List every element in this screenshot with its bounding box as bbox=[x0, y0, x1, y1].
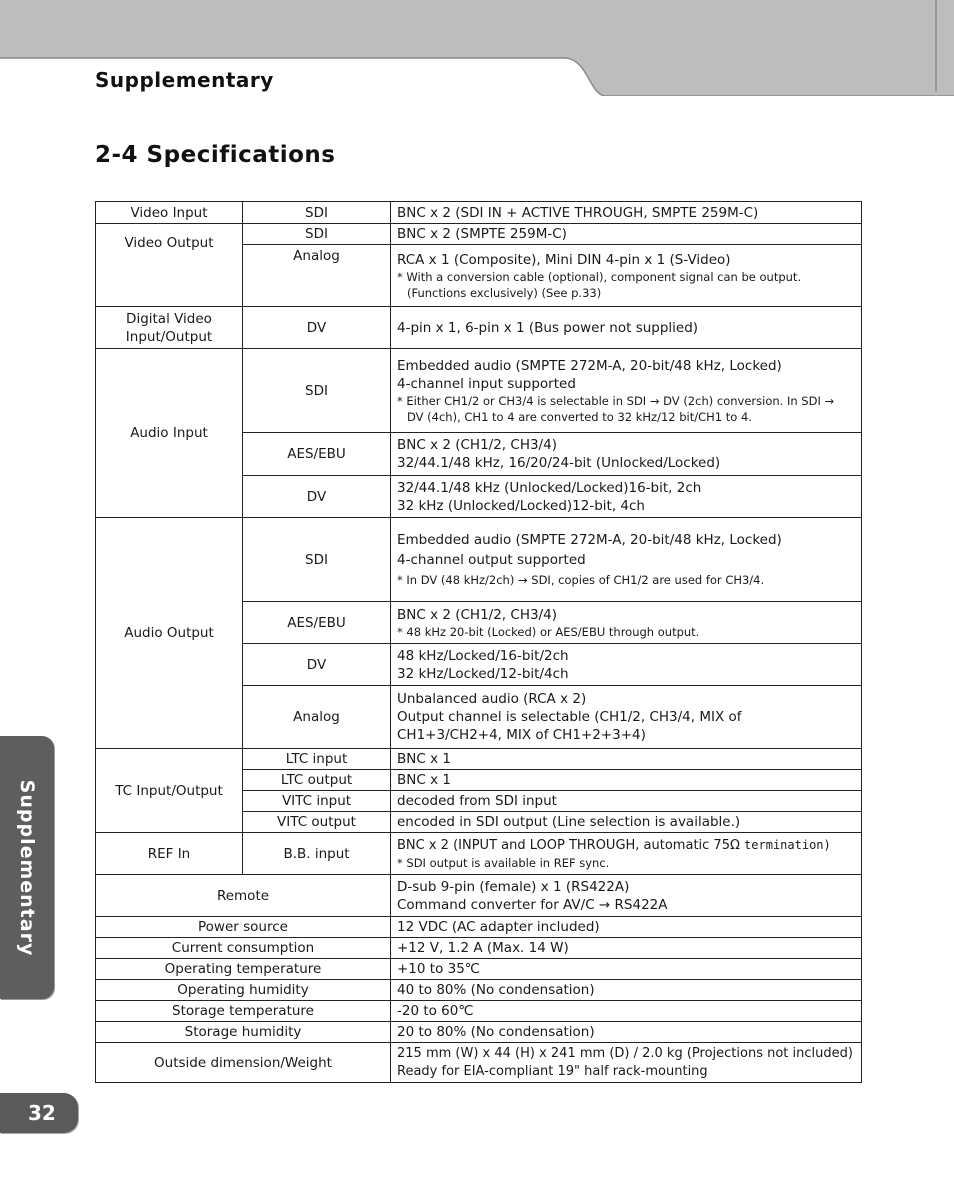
value-line: 215 mm (W) x 44 (H) x 241 mm (D) / 2.0 kg (Projections not included) bbox=[397, 1045, 853, 1061]
row-label: Current consumption bbox=[96, 938, 391, 959]
value-line: 32 kHz (Unlocked/Locked)12-bit, 4ch bbox=[397, 497, 645, 514]
table-row bbox=[96, 349, 862, 433]
row-sublabel: SDI bbox=[243, 349, 391, 433]
table-row bbox=[96, 1043, 862, 1083]
value-note: * SDI output is available in REF sync. bbox=[397, 856, 610, 870]
row-sublabel: DV bbox=[243, 476, 391, 518]
row-label: Video Output bbox=[96, 224, 243, 307]
row-value bbox=[391, 875, 862, 917]
row-value: -20 to 60℃ bbox=[391, 1001, 862, 1022]
row-value: 4-pin x 1, 6-pin x 1 (Bus power not supplied) bbox=[391, 307, 862, 349]
value-line: Embedded audio (SMPTE 272M-A, 20-bit/48 kHz, Locked) bbox=[397, 532, 782, 548]
row-value: BNC x 2 (SDI IN + ACTIVE THROUGH, SMPTE 259M-C) bbox=[391, 202, 862, 224]
table-row bbox=[96, 307, 862, 349]
value-line: Command converter for AV/C → RS422A bbox=[397, 896, 668, 913]
row-value: 40 to 80% (No condensation) bbox=[391, 980, 862, 1001]
table-row bbox=[96, 917, 862, 938]
row-sublabel: B.B. input bbox=[243, 833, 391, 875]
row-value bbox=[391, 518, 862, 602]
row-value: +12 V, 1.2 A (Max. 14 W) bbox=[391, 938, 862, 959]
row-sublabel: VITC output bbox=[243, 812, 391, 833]
row-value bbox=[391, 433, 862, 476]
value-line: 4-channel output supported bbox=[397, 552, 586, 568]
row-value bbox=[391, 833, 862, 875]
row-sublabel: DV bbox=[243, 307, 391, 349]
table-row bbox=[96, 224, 862, 245]
row-sublabel: AES/EBU bbox=[243, 602, 391, 644]
row-label: Audio Output bbox=[96, 518, 243, 749]
row-value: decoded from SDI input bbox=[391, 791, 862, 812]
value-note: DV (4ch), CH1 to 4 are converted to 32 kHz/12 bit/CH1 to 4. bbox=[407, 409, 752, 424]
table-row bbox=[96, 1001, 862, 1022]
table-row bbox=[96, 749, 862, 770]
row-sublabel: SDI bbox=[243, 224, 391, 245]
row-sublabel: SDI bbox=[243, 202, 391, 224]
value-line: 32 kHz/Locked/12-bit/4ch bbox=[397, 665, 569, 682]
row-value bbox=[391, 349, 862, 433]
table-row bbox=[96, 938, 862, 959]
table-row bbox=[96, 959, 862, 980]
value-line: Ready for EIA-compliant 19" half rack-mounting bbox=[397, 1063, 708, 1079]
row-value: encoded in SDI output (Line selection is available.) bbox=[391, 812, 862, 833]
row-label: Video Input bbox=[96, 202, 243, 224]
label-line: Input/Output bbox=[125, 328, 213, 345]
table-row bbox=[96, 202, 862, 224]
value-text: termination) bbox=[744, 838, 831, 852]
row-label: Operating temperature bbox=[96, 959, 391, 980]
row-label: Audio Input bbox=[96, 349, 243, 518]
row-label: Storage humidity bbox=[96, 1022, 391, 1043]
row-label bbox=[96, 307, 243, 349]
value-line: D-sub 9-pin (female) x 1 (RS422A) bbox=[397, 878, 630, 895]
value-line: BNC x 2 (CH1/2, CH3/4) bbox=[397, 606, 557, 623]
section-header: Supplementary bbox=[95, 68, 274, 92]
value-line bbox=[397, 836, 855, 855]
page-title: 2-4 Specifications bbox=[95, 142, 336, 168]
row-value bbox=[391, 686, 862, 749]
value-line: 48 kHz/Locked/16-bit/2ch bbox=[397, 647, 569, 664]
value-note: * 48 kHz 20-bit (Locked) or AES/EBU through output. bbox=[397, 624, 700, 639]
side-tab-label: Supplementary bbox=[16, 779, 38, 957]
value-note: * With a conversion cable (optional), component signal can be output. bbox=[397, 269, 802, 284]
row-sublabel: LTC output bbox=[243, 770, 391, 791]
row-sublabel: VITC input bbox=[243, 791, 391, 812]
row-value: +10 to 35℃ bbox=[391, 959, 862, 980]
row-label: Power source bbox=[96, 917, 391, 938]
row-label: Storage temperature bbox=[96, 1001, 391, 1022]
row-sublabel: SDI bbox=[243, 518, 391, 602]
row-value: BNC x 1 bbox=[391, 749, 862, 770]
row-label: REF In bbox=[96, 833, 243, 875]
row-label: Remote bbox=[96, 875, 391, 917]
value-text: BNC x 2 (INPUT and LOOP THROUGH, automatic 75Ω bbox=[397, 838, 745, 853]
table-row bbox=[96, 875, 862, 917]
row-sublabel: Analog bbox=[243, 245, 391, 307]
row-value: 20 to 80% (No condensation) bbox=[391, 1022, 862, 1043]
value-line: Output channel is selectable (CH1/2, CH3/4, MIX of bbox=[397, 709, 742, 725]
row-value bbox=[391, 245, 862, 307]
table-row bbox=[96, 980, 862, 1001]
row-value bbox=[391, 602, 862, 644]
value-line: 4-channel input supported bbox=[397, 375, 576, 392]
value-line: Unbalanced audio (RCA x 2) bbox=[397, 691, 587, 707]
row-value bbox=[391, 476, 862, 518]
row-value bbox=[391, 1043, 862, 1083]
row-sublabel: AES/EBU bbox=[243, 433, 391, 476]
value-note: * Either CH1/2 or CH3/4 is selectable in SDI → DV (2ch) conversion. In SDI → bbox=[397, 393, 835, 408]
table-row bbox=[96, 1022, 862, 1043]
row-value: BNC x 2 (SMPTE 259M-C) bbox=[391, 224, 862, 245]
value-line: RCA x 1 (Composite), Mini DIN 4-pin x 1 (S-Video) bbox=[397, 251, 731, 268]
row-label: Outside dimension/Weight bbox=[96, 1043, 391, 1083]
table-row bbox=[96, 518, 862, 602]
specifications-table bbox=[95, 201, 862, 1083]
row-sublabel: DV bbox=[243, 644, 391, 686]
value-line: Embedded audio (SMPTE 272M-A, 20-bit/48 kHz, Locked) bbox=[397, 357, 782, 374]
label-line: Digital Video bbox=[126, 310, 212, 327]
row-label: TC Input/Output bbox=[96, 749, 243, 833]
value-line: 32/44.1/48 kHz (Unlocked/Locked)16-bit, 2ch bbox=[397, 479, 702, 496]
row-sublabel: Analog bbox=[243, 686, 391, 749]
value-note: (Functions exclusively) (See p.33) bbox=[407, 285, 602, 300]
row-sublabel: LTC input bbox=[243, 749, 391, 770]
value-line: CH1+3/CH2+4, MIX of CH1+2+3+4) bbox=[397, 727, 646, 743]
row-value: BNC x 1 bbox=[391, 770, 862, 791]
row-label: Operating humidity bbox=[96, 980, 391, 1001]
value-note: * In DV (48 kHz/2ch) → SDI, copies of CH1/2 are used for CH3/4. bbox=[397, 573, 765, 587]
row-value: 12 VDC (AC adapter included) bbox=[391, 917, 862, 938]
value-line: 32/44.1/48 kHz, 16/20/24-bit (Unlocked/Locked) bbox=[397, 455, 721, 471]
table-row bbox=[96, 833, 862, 875]
row-value bbox=[391, 644, 862, 686]
page-number: 32 bbox=[28, 1101, 56, 1125]
value-line: BNC x 2 (CH1/2, CH3/4) bbox=[397, 437, 557, 453]
